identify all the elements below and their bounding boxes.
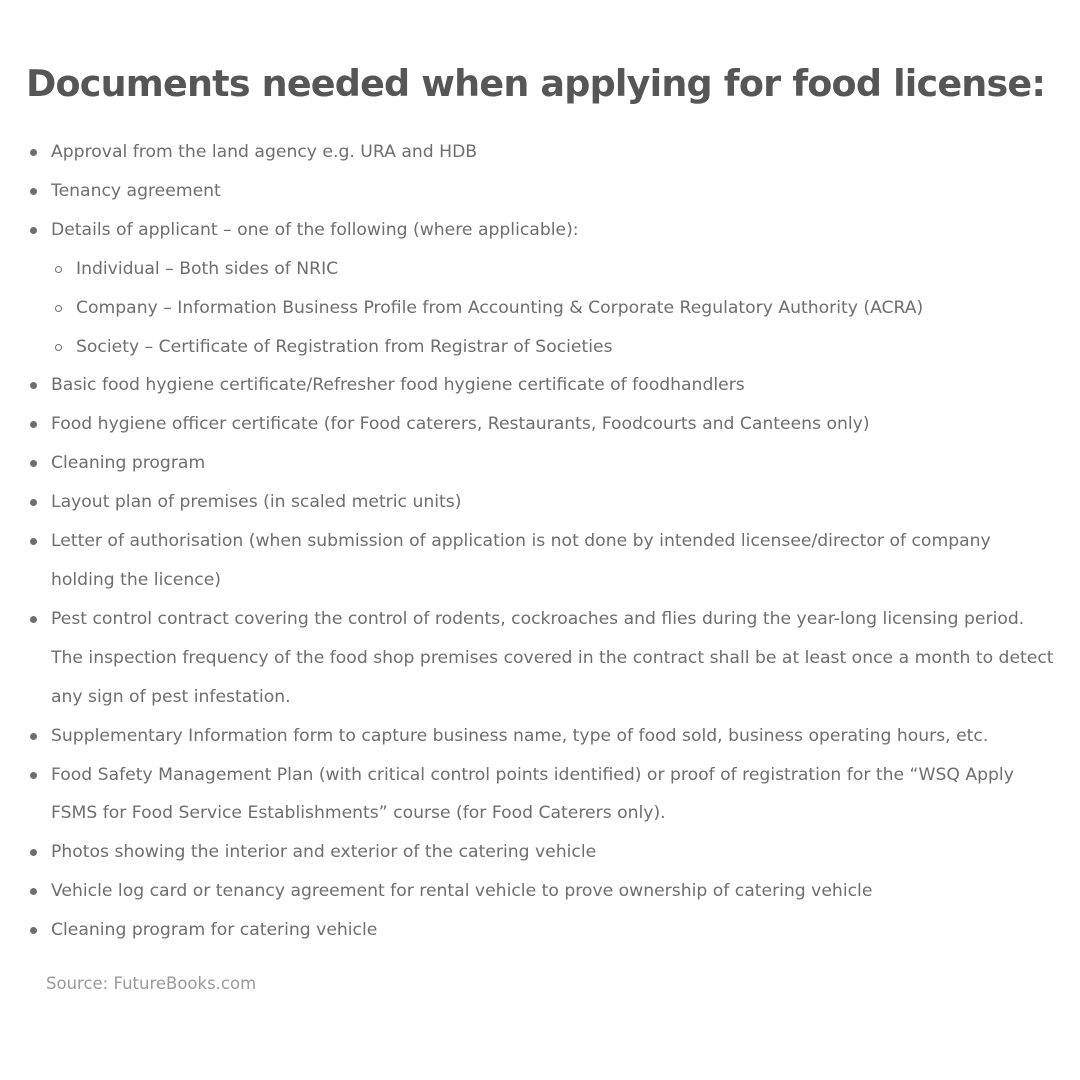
list-item [0,211,1080,250]
bullet-icon [30,888,37,895]
sub-list-item [0,250,1080,289]
hollow-bullet-icon [55,266,62,273]
list-item [0,833,1080,872]
list-item-text: Cleaning program for catering vehicle [51,920,378,941]
bullet-icon [30,733,37,740]
bullet-icon [30,188,37,195]
list-item [0,600,1080,717]
list-item-text: Details of applicant – one of the following (where applicable): [51,219,579,240]
list-item-text: Vehicle log card or tenancy agreement for rental vehicle to prove ownership of catering vehicle [51,881,873,902]
list-item-text: Letter of authorisation (when submission of application is not done by intended licensee/director of company holding the licence) [51,531,991,590]
bullet-icon [30,772,37,779]
sub-list-item [0,328,1080,367]
list-item [0,522,1080,600]
list-item-text: Food hygiene officer certificate (for Food caterers, Restaurants, Foodcourts and Canteens only) [51,414,870,435]
list-item [0,444,1080,483]
list-item-text: Layout plan of premises (in scaled metric units) [51,492,462,513]
bullet-icon [30,227,37,234]
hollow-bullet-icon [55,344,62,351]
page-title: Documents needed when applying for food license: [26,62,1046,105]
bullet-icon [30,382,37,389]
list-item-text: Food Safety Management Plan (with critical control points identified) or proof of registration for the “WSQ Apply FSMS for Food Service Establishments” course (for Food Caterers only). [51,764,1014,824]
list-item-text: Company – Information Business Profile from Accounting & Corporate Regulatory Authority (ACRA) [76,297,924,318]
list-item [0,717,1080,756]
list-item [0,756,1080,834]
bullet-icon [30,460,37,467]
list-item [0,911,1080,950]
list-item-text: Basic food hygiene certificate/Refresher food hygiene certificate of foodhandlers [51,375,745,396]
bullet-icon [30,927,37,934]
bullet-icon [30,421,37,428]
bullet-icon [30,616,37,623]
list-item [0,872,1080,911]
documents-list [0,133,1080,950]
list-item-text: Photos showing the interior and exterior of the catering vehicle [51,842,597,863]
bullet-icon [30,499,37,506]
bullet-icon [30,149,37,156]
list-item-text: Pest control contract covering the control of rodents, cockroaches and flies during the year-long licensing period. The inspection frequency of the food shop premises covered in the contract shall be at least once a month to detect any sign of pest infestation. [51,608,1054,707]
list-item [0,172,1080,211]
sub-list-item [0,289,1080,328]
bullet-icon [30,538,37,545]
hollow-bullet-icon [55,305,62,312]
list-item [0,366,1080,405]
list-item [0,483,1080,522]
list-item-text: Individual – Both sides of NRIC [76,258,339,279]
source-caption: Source: FutureBooks.com [46,974,257,993]
list-item-text: Supplementary Information form to capture business name, type of food sold, business operating hours, etc. [51,725,989,746]
list-item-text: Tenancy agreement [51,180,221,201]
list-item-text: Approval from the land agency e.g. URA and HDB [51,142,478,162]
list-item-text: Cleaning program [51,453,206,474]
list-item-text: Society – Certificate of Registration from Registrar of Societies [76,336,613,357]
list-item [0,133,1080,172]
list-item [0,405,1080,444]
bullet-icon [30,849,37,856]
